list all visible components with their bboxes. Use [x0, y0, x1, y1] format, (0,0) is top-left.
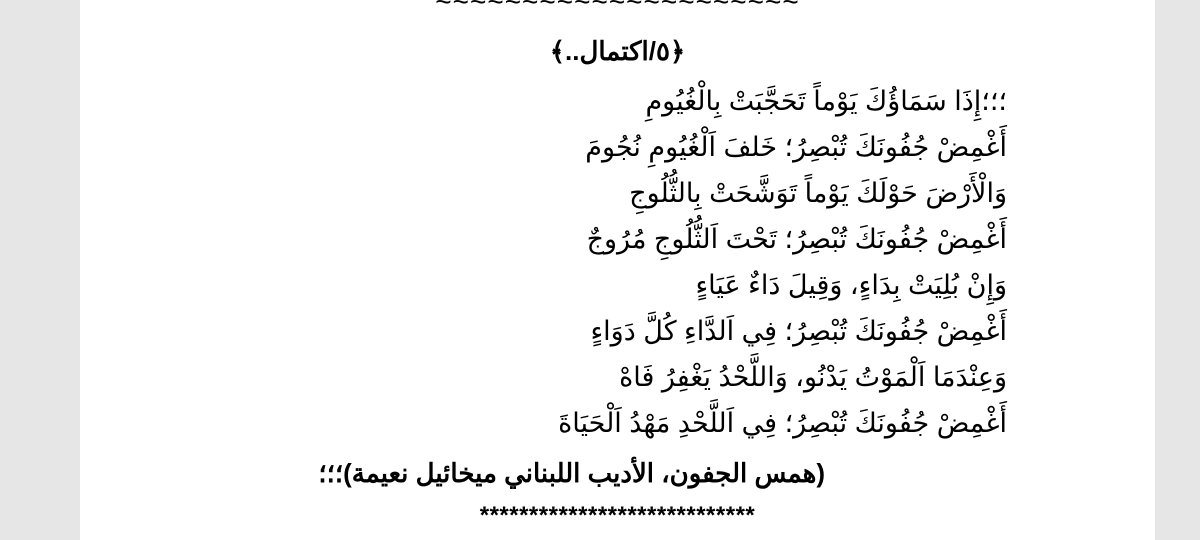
poem-line: أَغْمِضْ جُفُونَكَ تُبْصِرُ؛ فِي اَلدَّاءِ كُلَّ دَوَاءٍ — [590, 316, 1007, 346]
top-separator: ~~~~~~~~~~~~~~~~~~~~~ — [435, 0, 800, 17]
document-page — [80, 0, 1155, 540]
poem-line: أَغْمِضْ جُفُونَكَ تُبْصِرُ؛ خَلفَ اَلْغُيُومِ نُجُومَ — [585, 132, 1007, 162]
poem-line: وَعِنْدَمَا اَلْمَوْتُ يَدْنُو، وَاللَّحْدُ يَغْفِرُ فَاهْ — [619, 362, 1007, 392]
right-gutter — [1155, 0, 1200, 540]
poem-line: أَغْمِضْ جُفُونَكَ تُبْصِرُ؛ تَحْتَ اَلثُّلُوجِ مُرُوجٌ — [586, 224, 1007, 254]
poem-line: أَغْمِضْ جُفُونَكَ تُبْصِرُ؛ فِي اَللَّحْدِ مَهْدُ اَلْحَيَاةَ — [558, 408, 1007, 438]
poem-line: وَالْأَرْضَ حَوْلَكَ يَوْماً تَوَشَّحَتْ بِالثُّلُوجِ — [629, 178, 1007, 208]
section-heading: ﴿٥/اكتمال..﴾ — [549, 36, 686, 66]
poem-attribution: (همس الجفون، الأديب اللبناني ميخائيل نعيمة)؛؛؛ — [318, 458, 825, 488]
left-gutter — [0, 0, 80, 540]
poem-line: وَإِنْ بُلِيَتْ بِدَاءٍ، وَقِيلَ دَاءٌ عَيَاءٍ — [695, 270, 1007, 300]
bottom-separator: **************************** — [479, 502, 756, 529]
poem-line: ؛؛؛إِذَا سَمَاؤُكَ يَوْماً تَحَجَّبَتْ بِالْغُيُومِ — [645, 86, 1007, 116]
